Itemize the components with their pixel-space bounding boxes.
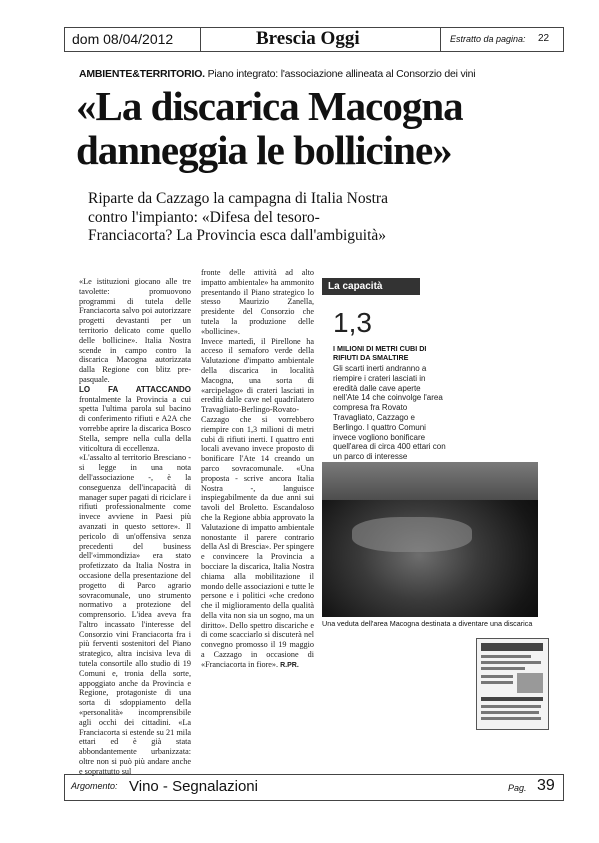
paragraph: «Le istituzioni giocano alle tre tavolette: promuovono programmi di tutela delle Franciacorta salvo poi autorizzare progetti devastanti per un territorio delicato come quello delle bollicine». Italia Nostra scende in campo contro la discarica Macogna autorizzata dalla Regione con blitz pre-pasquale. bbox=[79, 277, 191, 384]
argument-label: Argomento: bbox=[71, 781, 118, 791]
lead-in: LO FA ATTACCANDO bbox=[79, 384, 191, 394]
thumb-line bbox=[481, 717, 541, 720]
sidebar-number: 1,3 bbox=[333, 307, 372, 338]
page-thumbnail bbox=[476, 638, 549, 730]
sidebar-label: La capacità bbox=[322, 278, 420, 295]
extract-label: Estratto da pagina: bbox=[450, 34, 526, 44]
thumb-line bbox=[481, 675, 513, 678]
sidebar-text: Gli scarti inerti andranno a riempire i crateri lasciati in eredità dalle cave aperte nell'Ate 14 che coinvolge l'area compresa fra Rovato Travagliato, Cazzago e Berlingo. I quattro Comuni invece vogliono bonificare quell'area di circa 400 ettari con un parco di interesse bbox=[333, 364, 446, 462]
paragraph bbox=[201, 337, 314, 671]
publication-name: Brescia Oggi bbox=[256, 28, 360, 49]
paragraph: fronte delle attività ad alto impatto ambientale» ha ammonito presentando il Piano strategico lo stesso Maurizio Zanella, presidente del Consorzio che tutela la produzione delle «bollicine». bbox=[201, 268, 314, 336]
extract-page: 22 bbox=[538, 33, 550, 44]
thumb-header bbox=[481, 643, 543, 651]
thumb-band bbox=[481, 697, 543, 701]
thumb-line bbox=[481, 705, 541, 708]
article-kicker bbox=[79, 68, 475, 80]
photo-caption: Una veduta dell'area Macogna destinata a diventare una discarica bbox=[322, 619, 533, 628]
header-divider bbox=[440, 27, 441, 52]
thumb-line bbox=[481, 711, 539, 714]
article-column-2 bbox=[201, 268, 314, 671]
aerial-photo bbox=[322, 462, 538, 617]
thumb-line bbox=[481, 681, 513, 684]
photo-sky bbox=[322, 462, 538, 500]
thumb-line bbox=[481, 667, 525, 670]
headline-line: danneggia le bollicine» bbox=[76, 127, 452, 173]
kicker-text: Piano integrato: l'associazione allineata al Consorzio dei vini bbox=[207, 68, 476, 80]
author-signature: R.PR. bbox=[280, 661, 299, 669]
sidebar-title: I MILIONI DI METRI CUBI DI RIFIUTI DA SMALTIRE bbox=[333, 344, 427, 362]
paragraph-text: Invece martedì, il Pirellone ha acceso il semaforo verde della Valutazione d'impatto ambientale della discarica in località Macogna, una sorta di «arcipelago» di crateri lasciati in eredità dalle cave nel quadrilatero Travagliato-Berlingo-Rovato-Cazzago che si vorrebbero riempire con 1,3 milioni di metri cubi di rifiuti inerti. I quattro enti locali avevano invece proposto di bonificare l'Ate 14 creando un parco sovracomunale. «Una proposta - scrive ancora Italia Nostra -, languisce inspiegabilmente da due anni sui tavoli del Broletto. Escandaloso che la Regione abbia approvato la Valutazione di impatto ambientale nonostante il parere contrario della Asl di Brescia». Per spingere e convincere la Provincia a bocciare la discarica, Italia Nostra chiama alla mobilitazione il mondo delle associazioni e tutte le persone e i politici «che credono che il miglioramento della qualità della vita non sia un sogno, ma un diritto». Dello spettro discariche e di come scacciarlo si discuterà nel convegno promosso il 19 maggio a Cazzago in occasione di «Franciacorta in fiore». bbox=[201, 336, 314, 669]
thumb-line bbox=[481, 661, 541, 664]
argument-value: Vino - Segnalazioni bbox=[129, 778, 258, 795]
paragraph: «L'assalto al territorio Bresciano - si legge in una nota dell'associazione -, è la conseguenza dell'incapacità di manager super pagati di riciclare i rifiuti professionalmente come invece avviene in Paesi più avanzati in questo settore». Il pericolo di un'offensiva senza precedenti del business dell'«immondizia» era stato profetizzato da Italia Nostra in occasione della presentazione del progetto di Parco agrario sovracomunale, uno strumento normativo a protezione del comprensorio. L'idea aveva fra l'altro incassato l'interesse del Consorzio vini Franciacorta fra i più ferventi sostenitori del Piano strategico, altra incisiva leva di tutela consortile allo studio di 19 Comuni e, tronia della sorte, appoggiato anche da Provincia e Regione, protagoniste di una sorta di sdoppiamento della «personalità» incomprensibile agli occhi dei cittadini. «La Franciacorta si estende su 21 mila ettari ed è già stata abbondantemente urbanizzata: oltre non si può più andare anche e soprattutto sul bbox=[79, 453, 191, 776]
article-headline bbox=[76, 84, 566, 172]
article-column-1 bbox=[79, 277, 191, 777]
kicker-section: AMBIENTE&TERRITORIO. bbox=[79, 68, 205, 80]
header-divider bbox=[200, 27, 201, 52]
header-date: dom 08/04/2012 bbox=[72, 31, 174, 47]
paragraph-text: frontalmente la Provincia a cui spetta l'ultima parola sul bacino di conferimento rifiuti e A2A che vorrebbe aprire la discarica Bosco Stella, sempre nella culla della viticoltura di eccellenza. bbox=[79, 394, 191, 453]
photo-field bbox=[352, 517, 472, 552]
headline-line: «La discarica Macogna bbox=[76, 83, 463, 129]
page-label: Pag. bbox=[508, 783, 527, 793]
article-subhead: Riparte da Cazzago la campagna di Italia Nostra contro l'impianto: «Difesa del tesoro-Franciacorta? La Provincia esca dall'ambiguità» bbox=[88, 190, 388, 244]
thumb-image bbox=[517, 673, 543, 693]
paragraph bbox=[79, 385, 191, 454]
thumb-line bbox=[481, 655, 531, 658]
page-number: 39 bbox=[537, 777, 555, 794]
